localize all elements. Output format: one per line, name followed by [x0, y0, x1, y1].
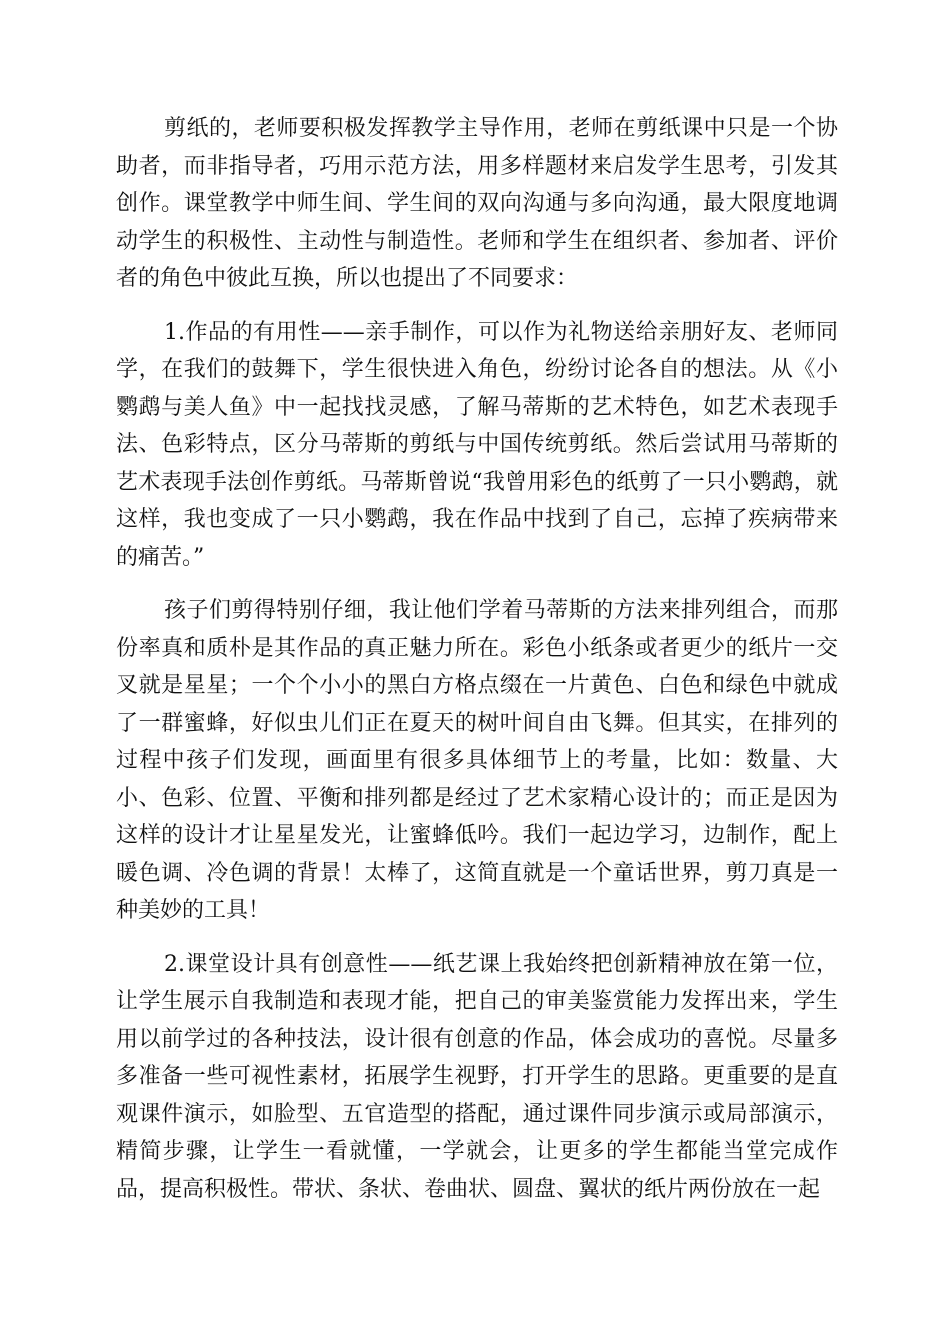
paragraph-intro: 剪纸的，老师要积极发挥教学主导作用，老师在剪纸课中只是一个协助者，而非指导者，巧用示范方法，用多样题材来启发学生思考，引发其创作。课堂教学中师生间、学生间的双向沟通与多向沟通，最大限度地调动学生的积极性、主动性与制造性。老师和学生在组织者、参加者、评价者的角色中彼此互换，所以也提出了不同要求：	[116, 116, 838, 291]
document-body	[116, 110, 838, 1208]
paragraph-point-1: 1.作品的有用性——亲手制作，可以作为礼物送给亲朋好友、老师同学，在我们的鼓舞下，学生很快进入角色，纷纷讨论各自的想法。从《小鹦鹉与美人鱼》中一起找找灵感，了解马蒂斯的艺术特色，如艺术表现手法、色彩特点，区分马蒂斯的剪纸与中国传统剪纸。然后尝试用马蒂斯的艺术表现手法创作剪纸。马蒂斯曾说“我曾用彩色的纸剪了一只小鹦鹉，就这样，我也变成了一只小鹦鹉，我在作品中找到了自己，忘掉了疾病带来的痛苦。”	[116, 319, 838, 570]
paragraph-point-2: 2.课堂设计具有创意性——纸艺课上我始终把创新精神放在第一位，让学生展示自我制造和表现才能，把自己的审美鉴赏能力发挥出来，学生用以前学过的各种技法，设计很有创意的作品，体会成功的喜悦。尽量多多准备一些可视性素材，拓展学生视野，打开学生的思路。更重要的是直观课件演示，如脸型、五官造型的搭配，通过课件同步演示或局部演示，精简步骤，让学生一看就懂，一学就会，让更多的学生都能当堂完成作品，提高积极性。带状、条状、卷曲状、圆盘、翼状的纸片两份放在一起	[116, 951, 838, 1202]
paragraph-children: 孩子们剪得特别仔细，我让他们学着马蒂斯的方法来排列组合，而那份率真和质朴是其作品的真正魅力所在。彩色小纸条或者更少的纸片一交叉就是星星；一个个小小的黑白方格点缀在一片黄色、白色和绿色中就成了一群蜜蜂，好似虫儿们正在夏天的树叶间自由飞舞。但其实，在排列的过程中孩子们发现，画面里有很多具体细节上的考量，比如：数量、大小、色彩、位置、平衡和排列都是经过了艺术家精心设计的；而正是因为这样的设计才让星星发光，让蜜蜂低吟。我们一起边学习，边制作，配上暖色调、冷色调的背景！太棒了，这简直就是一个童话世界，剪刀真是一种美妙的工具！	[116, 598, 838, 923]
